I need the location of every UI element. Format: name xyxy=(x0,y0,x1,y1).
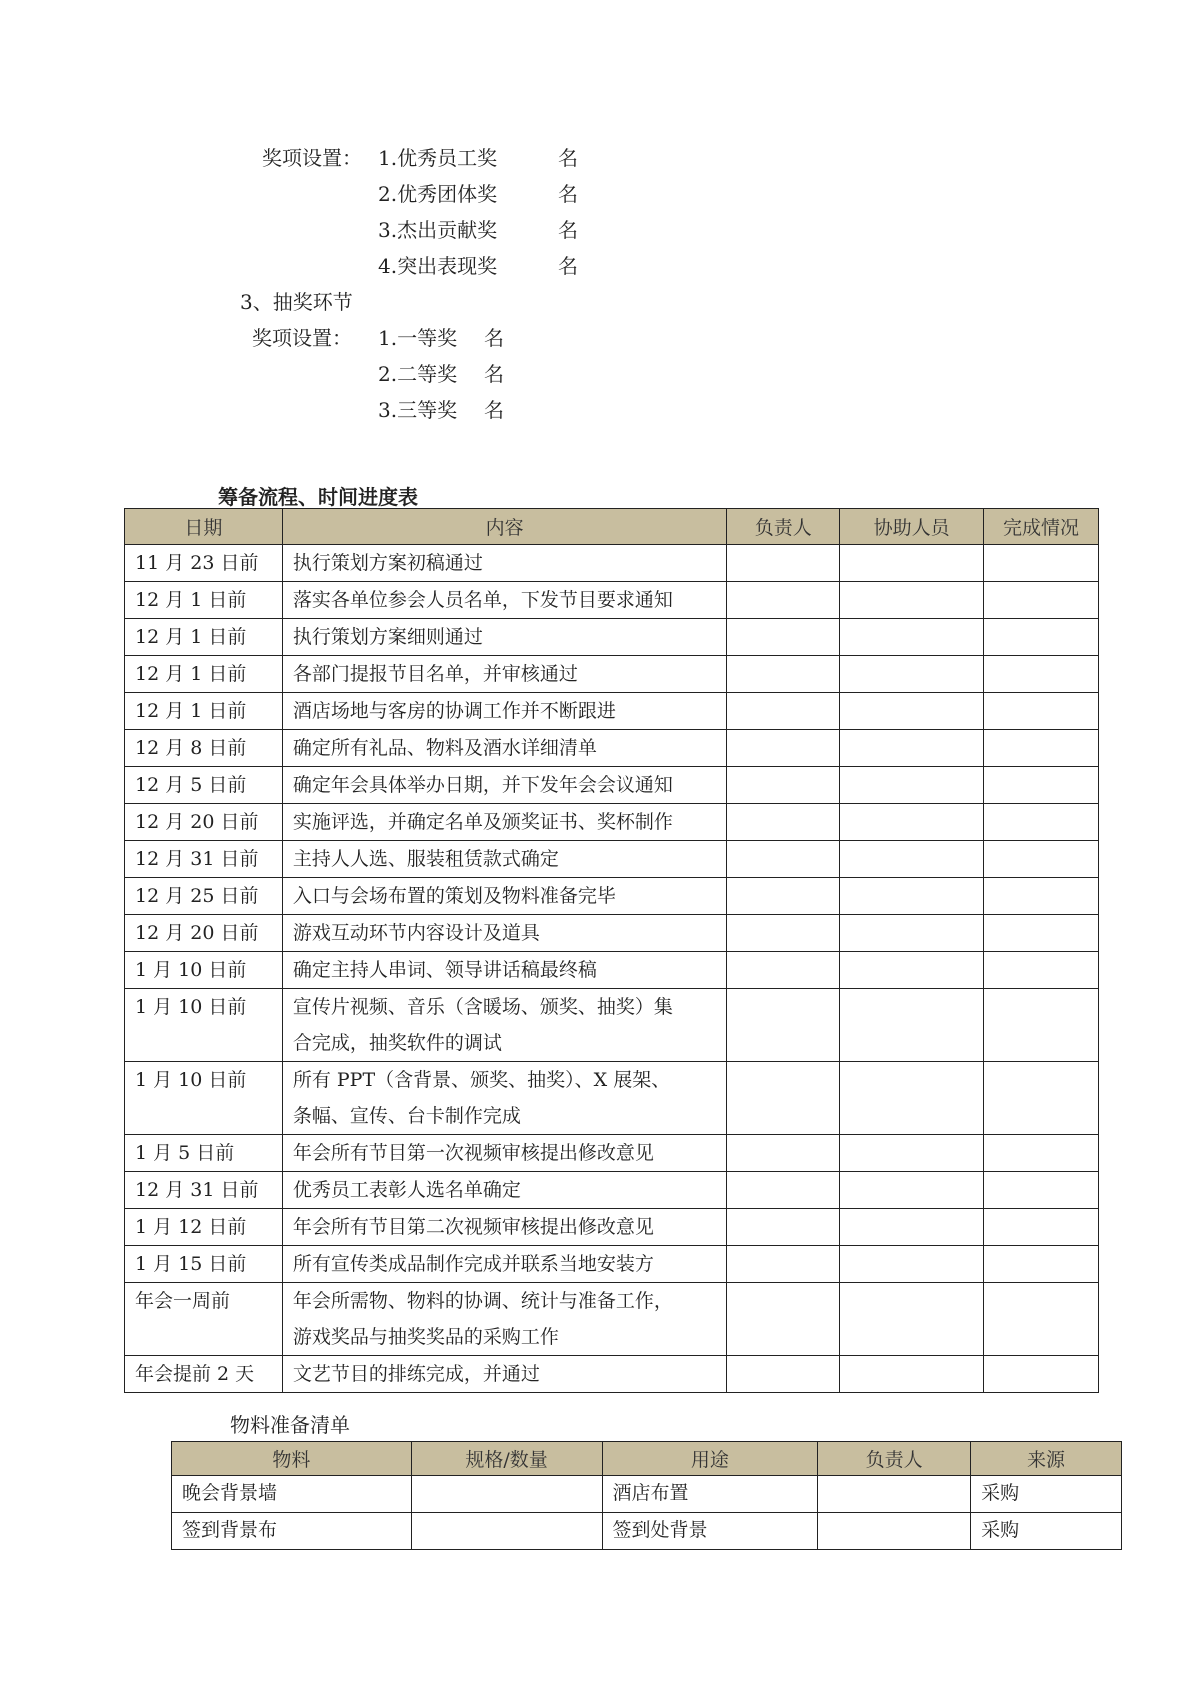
status-cell xyxy=(984,693,1099,730)
materials-title: 物料准备清单 xyxy=(230,1413,350,1437)
lottery-label: 奖项设置： xyxy=(252,326,352,350)
row-date: 12 月 1 日前 xyxy=(125,693,283,730)
row-content: 所有宣传类成品制作完成并联系当地安装方 xyxy=(282,1246,726,1283)
owner-cell xyxy=(727,1246,840,1283)
table-row xyxy=(125,656,1099,693)
table-row xyxy=(125,545,1099,582)
assistant-cell xyxy=(840,804,984,841)
header-material: 物料 xyxy=(172,1442,412,1476)
assistant-cell xyxy=(840,915,984,952)
row-content-line: 宣传片视频、音乐（含暖场、颁奖、抽奖）集 xyxy=(292,996,673,1018)
table-row xyxy=(125,1209,1099,1246)
row-content xyxy=(282,1062,726,1135)
assistant-cell xyxy=(840,582,984,619)
header-content: 内容 xyxy=(282,509,726,545)
header-date: 日期 xyxy=(125,509,283,545)
owner-cell xyxy=(727,693,840,730)
row-date: 年会一周前 xyxy=(125,1283,283,1356)
lottery-item-name: 3.三等奖 xyxy=(378,398,458,422)
table-row xyxy=(125,841,1099,878)
status-cell xyxy=(984,656,1099,693)
assistant-cell xyxy=(840,1062,984,1135)
row-date: 1 月 15 日前 xyxy=(125,1246,283,1283)
status-cell xyxy=(984,915,1099,952)
schedule-table xyxy=(124,508,1099,1393)
table-row xyxy=(172,1513,1122,1550)
table-row xyxy=(125,1356,1099,1393)
lottery-item-unit: 名 xyxy=(484,398,504,422)
row-content: 落实各单位参会人员名单，下发节目要求通知 xyxy=(282,582,726,619)
owner-cell xyxy=(727,841,840,878)
header-source: 来源 xyxy=(971,1442,1122,1476)
assistant-cell xyxy=(840,1209,984,1246)
material-source: 采购 xyxy=(971,1476,1122,1513)
assistant-cell xyxy=(840,1172,984,1209)
table-row xyxy=(125,1135,1099,1172)
assistant-cell xyxy=(840,730,984,767)
row-content: 主持人人选、服装租赁款式确定 xyxy=(282,841,726,878)
assistant-cell xyxy=(840,619,984,656)
table-row xyxy=(125,730,1099,767)
row-content: 年会所有节目第一次视频审核提出修改意见 xyxy=(282,1135,726,1172)
lottery-heading: 3、抽奖环节 xyxy=(240,290,353,314)
table-row xyxy=(125,952,1099,989)
row-content-line: 游戏奖品与抽奖奖品的采购工作 xyxy=(292,1326,559,1348)
owner-cell xyxy=(727,767,840,804)
row-content-line: 合完成，抽奖软件的调试 xyxy=(292,1032,502,1054)
table-row xyxy=(125,989,1099,1062)
table-row xyxy=(125,1172,1099,1209)
row-content-line: 所有 PPT（含背景、颁奖、抽奖）、X 展架、 xyxy=(292,1069,671,1091)
lottery-item-name: 2.二等奖 xyxy=(378,362,458,386)
table-row xyxy=(125,693,1099,730)
owner-cell xyxy=(727,1172,840,1209)
row-content: 实施评选，并确定名单及颁奖证书、奖杯制作 xyxy=(282,804,726,841)
owner-cell xyxy=(727,1062,840,1135)
owner-cell xyxy=(727,619,840,656)
row-date: 12 月 25 日前 xyxy=(125,878,283,915)
assistant-cell xyxy=(840,767,984,804)
row-content xyxy=(282,989,726,1062)
status-cell xyxy=(984,730,1099,767)
row-content-line: 条幅、宣传、台卡制作完成 xyxy=(292,1105,521,1127)
table-header-row xyxy=(125,509,1099,545)
header-use: 用途 xyxy=(602,1442,818,1476)
row-content: 各部门提报节目名单，并审核通过 xyxy=(282,656,726,693)
assistant-cell xyxy=(840,841,984,878)
material-owner xyxy=(818,1513,971,1550)
row-content: 确定所有礼品、物料及酒水详细清单 xyxy=(282,730,726,767)
award-item-unit: 名 xyxy=(558,182,578,206)
award-item-unit: 名 xyxy=(558,146,578,170)
table-row xyxy=(172,1476,1122,1513)
row-content: 游戏互动环节内容设计及道具 xyxy=(282,915,726,952)
material-use: 签到处背景 xyxy=(602,1513,818,1550)
status-cell xyxy=(984,1356,1099,1393)
owner-cell xyxy=(727,545,840,582)
row-content: 酒店场地与客房的协调工作并不断跟进 xyxy=(282,693,726,730)
row-content-line: 年会所需物、物料的协调、统计与准备工作， xyxy=(292,1290,673,1312)
status-cell xyxy=(984,1135,1099,1172)
material-spec xyxy=(411,1476,602,1513)
assistant-cell xyxy=(840,545,984,582)
assistant-cell xyxy=(840,1356,984,1393)
award-item-name: 3.杰出贡献奖 xyxy=(378,218,498,242)
assistant-cell xyxy=(840,1246,984,1283)
assistant-cell xyxy=(840,1135,984,1172)
row-content: 入口与会场布置的策划及物料准备完毕 xyxy=(282,878,726,915)
owner-cell xyxy=(727,730,840,767)
lottery-item-unit: 名 xyxy=(484,362,504,386)
owner-cell xyxy=(727,989,840,1062)
status-cell xyxy=(984,952,1099,989)
status-cell xyxy=(984,767,1099,804)
lottery-item-name: 1.一等奖 xyxy=(378,326,458,350)
status-cell xyxy=(984,619,1099,656)
owner-cell xyxy=(727,804,840,841)
status-cell xyxy=(984,804,1099,841)
row-content: 执行策划方案初稿通过 xyxy=(282,545,726,582)
header-status: 完成情况 xyxy=(984,509,1099,545)
row-content: 文艺节目的排练完成，并通过 xyxy=(282,1356,726,1393)
owner-cell xyxy=(727,582,840,619)
row-content: 确定年会具体举办日期，并下发年会会议通知 xyxy=(282,767,726,804)
status-cell xyxy=(984,545,1099,582)
header-assistant: 协助人员 xyxy=(840,509,984,545)
row-date: 12 月 20 日前 xyxy=(125,915,283,952)
row-date: 12 月 1 日前 xyxy=(125,656,283,693)
material-spec xyxy=(411,1513,602,1550)
assistant-cell xyxy=(840,1283,984,1356)
assistant-cell xyxy=(840,656,984,693)
award-item-unit: 名 xyxy=(558,254,578,278)
materials-table xyxy=(171,1441,1122,1550)
status-cell xyxy=(984,1283,1099,1356)
table-row xyxy=(125,767,1099,804)
schedule-title: 筹备流程、时间进度表 xyxy=(218,485,418,509)
row-date: 12 月 31 日前 xyxy=(125,841,283,878)
material-use: 酒店布置 xyxy=(602,1476,818,1513)
row-date: 12 月 5 日前 xyxy=(125,767,283,804)
material-item: 晚会背景墙 xyxy=(172,1476,412,1513)
row-content: 执行策划方案细则通过 xyxy=(282,619,726,656)
row-date: 11 月 23 日前 xyxy=(125,545,283,582)
award-item-unit: 名 xyxy=(558,218,578,242)
table-row xyxy=(125,619,1099,656)
row-date: 1 月 12 日前 xyxy=(125,1209,283,1246)
row-date: 12 月 20 日前 xyxy=(125,804,283,841)
header-owner: 负责人 xyxy=(818,1442,971,1476)
row-content: 优秀员工表彰人选名单确定 xyxy=(282,1172,726,1209)
owner-cell xyxy=(727,1356,840,1393)
awards-label: 奖项设置： xyxy=(262,146,362,170)
table-row xyxy=(125,1062,1099,1135)
owner-cell xyxy=(727,1135,840,1172)
owner-cell xyxy=(727,1283,840,1356)
row-content: 确定主持人串词、领导讲话稿最终稿 xyxy=(282,952,726,989)
assistant-cell xyxy=(840,989,984,1062)
table-row xyxy=(125,915,1099,952)
header-spec: 规格/数量 xyxy=(411,1442,602,1476)
row-date: 年会提前 2 天 xyxy=(125,1356,283,1393)
material-source: 采购 xyxy=(971,1513,1122,1550)
owner-cell xyxy=(727,1209,840,1246)
assistant-cell xyxy=(840,878,984,915)
row-date: 12 月 8 日前 xyxy=(125,730,283,767)
table-row xyxy=(125,582,1099,619)
assistant-cell xyxy=(840,693,984,730)
row-content xyxy=(282,1283,726,1356)
award-item-name: 4.突出表现奖 xyxy=(378,254,498,278)
row-date: 12 月 31 日前 xyxy=(125,1172,283,1209)
status-cell xyxy=(984,878,1099,915)
row-date: 12 月 1 日前 xyxy=(125,619,283,656)
header-owner: 负责人 xyxy=(727,509,840,545)
status-cell xyxy=(984,1209,1099,1246)
owner-cell xyxy=(727,915,840,952)
status-cell xyxy=(984,841,1099,878)
row-date: 1 月 5 日前 xyxy=(125,1135,283,1172)
table-header-row xyxy=(172,1442,1122,1476)
material-item: 签到背景布 xyxy=(172,1513,412,1550)
owner-cell xyxy=(727,878,840,915)
award-item-name: 1.优秀员工奖 xyxy=(378,146,498,170)
award-item-name: 2.优秀团体奖 xyxy=(378,182,498,206)
owner-cell xyxy=(727,952,840,989)
row-date: 1 月 10 日前 xyxy=(125,989,283,1062)
row-date: 1 月 10 日前 xyxy=(125,1062,283,1135)
table-row xyxy=(125,804,1099,841)
table-row xyxy=(125,1283,1099,1356)
status-cell xyxy=(984,1246,1099,1283)
table-row xyxy=(125,878,1099,915)
owner-cell xyxy=(727,656,840,693)
lottery-item-unit: 名 xyxy=(484,326,504,350)
assistant-cell xyxy=(840,952,984,989)
row-content: 年会所有节目第二次视频审核提出修改意见 xyxy=(282,1209,726,1246)
material-owner xyxy=(818,1476,971,1513)
status-cell xyxy=(984,1062,1099,1135)
row-date: 12 月 1 日前 xyxy=(125,582,283,619)
table-row xyxy=(125,1246,1099,1283)
status-cell xyxy=(984,989,1099,1062)
status-cell xyxy=(984,582,1099,619)
row-date: 1 月 10 日前 xyxy=(125,952,283,989)
status-cell xyxy=(984,1172,1099,1209)
